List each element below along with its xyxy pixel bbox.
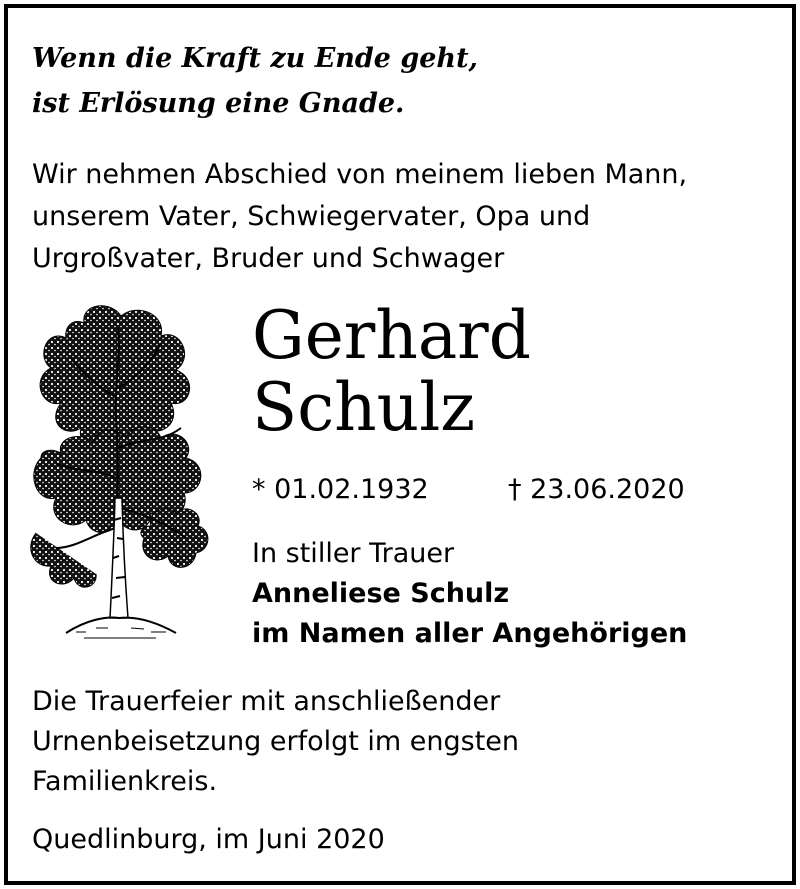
mourner-name: Anneliese Schulz xyxy=(252,578,510,609)
place-and-date: Quedlinburg, im Juni 2020 xyxy=(32,824,385,855)
farewell-line-2: unserem Vater, Schwiegervater, Opa und xyxy=(32,201,591,232)
deceased-last-name: Schulz xyxy=(252,369,476,446)
motto-line-2: ist Erlösung eine Gnade. xyxy=(32,88,405,119)
funeral-line-1: Die Trauerfeier mit anschließender xyxy=(32,686,501,717)
death-date: † 23.06.2020 xyxy=(508,474,685,505)
farewell-line-1: Wir nehmen Abschied von meinem lieben Mann, xyxy=(32,159,688,190)
deceased-first-name: Gerhard xyxy=(252,297,531,374)
farewell-text xyxy=(32,154,687,280)
birth-date: * 01.02.1932 xyxy=(252,474,429,505)
motto-verse xyxy=(32,36,478,126)
motto-line-1: Wenn die Kraft zu Ende geht, xyxy=(32,43,478,74)
mourning-intro: In stiller Trauer xyxy=(252,538,455,569)
funeral-info xyxy=(32,682,519,802)
birch-tree-icon xyxy=(26,298,212,648)
farewell-line-3: Urgroßvater, Bruder und Schwager xyxy=(32,243,505,274)
funeral-line-3: Familienkreis. xyxy=(32,766,218,797)
deceased-name xyxy=(252,297,531,446)
mourner-family: im Namen aller Angehörigen xyxy=(252,618,688,649)
life-dates xyxy=(252,470,685,510)
mourners-block xyxy=(252,534,687,654)
funeral-line-2: Urnenbeisetzung erfolgt im engsten xyxy=(32,726,520,757)
obituary-notice xyxy=(4,4,796,885)
